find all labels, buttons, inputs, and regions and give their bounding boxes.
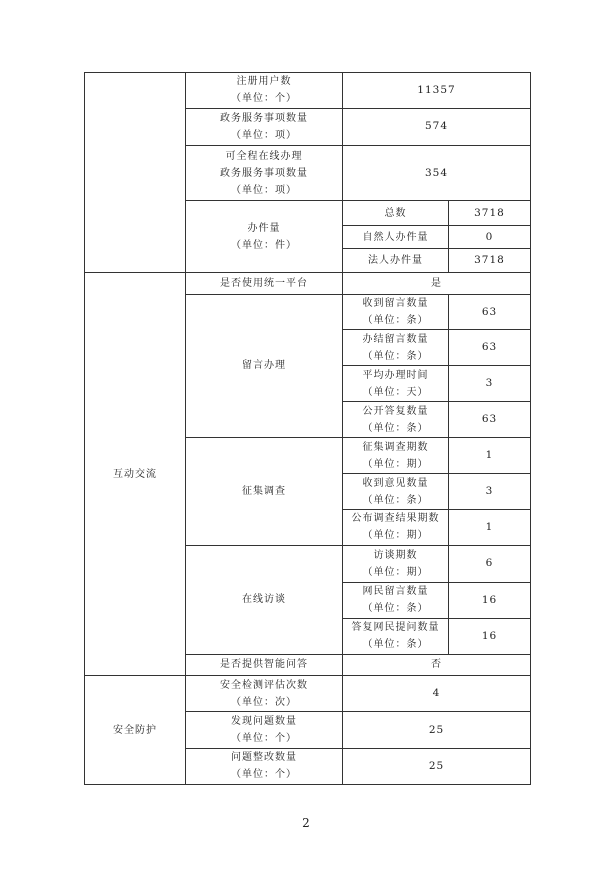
- value-registered-users: 11357: [343, 73, 531, 109]
- item-label-interview-periods: 访谈期数 （单位：期）: [343, 545, 449, 582]
- value-cases-total: 3718: [449, 201, 531, 226]
- row-label-smart-qa: 是否提供智能问答: [186, 654, 343, 676]
- row-label-registered-users: 注册用户数 （单位：个）: [186, 73, 343, 109]
- value-issues-fixed: 25: [343, 748, 531, 784]
- value-netizen-messages: 16: [449, 582, 531, 618]
- row-label-gov-service-items: 政务服务事项数量 （单位：项）: [186, 108, 343, 145]
- group-label-messages: 留言办理: [186, 294, 343, 438]
- value-cases-natural-person: 0: [449, 225, 531, 249]
- value-messages-received: 63: [449, 294, 531, 330]
- value-online-items: 354: [343, 145, 531, 200]
- item-label-survey-periods: 征集调查期数 （单位：期）: [343, 438, 449, 474]
- item-label-messages-closed: 办结留言数量 （单位：条）: [343, 330, 449, 366]
- page-number: 2: [302, 816, 310, 830]
- row-label-cases: 办件量 （单位：件）: [186, 201, 343, 273]
- value-smart-qa: 否: [343, 654, 531, 676]
- value-survey-periods: 1: [449, 438, 531, 474]
- value-opinions-received: 3: [449, 474, 531, 510]
- item-label-issues-fixed: 问题整改数量 （单位：个）: [186, 748, 343, 784]
- value-issues-found: 25: [343, 712, 531, 749]
- value-survey-results: 1: [449, 509, 531, 545]
- category-security: 安全防护: [85, 676, 186, 785]
- item-label-netizen-messages: 网民留言数量 （单位：条）: [343, 582, 449, 618]
- category-interaction: 互动交流: [85, 273, 186, 676]
- group-label-interview: 在线访谈: [186, 545, 343, 654]
- value-gov-service-items: 574: [343, 108, 531, 145]
- item-label-security-checks: 安全检测评估次数 （单位：次）: [186, 676, 343, 712]
- row-label-unified-platform: 是否使用统一平台: [186, 273, 343, 295]
- sub-label-cases-legal-person: 法人办件量: [343, 249, 449, 273]
- sub-label-cases-natural-person: 自然人办件量: [343, 225, 449, 249]
- value-interview-periods: 6: [449, 545, 531, 582]
- value-unified-platform: 是: [343, 273, 531, 295]
- item-label-public-replies: 公开答复数量 （单位：条）: [343, 402, 449, 438]
- category-cell-empty: [85, 73, 186, 273]
- row-label-online-items: 可全程在线办理 政务服务事项数量 （单位：项）: [186, 145, 343, 200]
- value-public-replies: 63: [449, 402, 531, 438]
- value-security-checks: 4: [343, 676, 531, 712]
- item-label-netizen-replies: 答复网民提问数量 （单位：条）: [343, 618, 449, 654]
- sub-label-cases-total: 总数: [343, 201, 449, 226]
- value-messages-closed: 63: [449, 330, 531, 366]
- value-cases-legal-person: 3718: [449, 249, 531, 273]
- statistics-table: [84, 72, 531, 785]
- item-label-opinions-received: 收到意见数量 （单位：条）: [343, 474, 449, 510]
- value-netizen-replies: 16: [449, 618, 531, 654]
- group-label-survey: 征集调查: [186, 438, 343, 546]
- value-average-time: 3: [449, 366, 531, 402]
- item-label-messages-received: 收到留言数量 （单位：条）: [343, 294, 449, 330]
- item-label-issues-found: 发现问题数量 （单位：个）: [186, 712, 343, 749]
- item-label-survey-results: 公布调查结果期数 （单位：期）: [343, 509, 449, 545]
- item-label-average-time: 平均办理时间 （单位：天）: [343, 366, 449, 402]
